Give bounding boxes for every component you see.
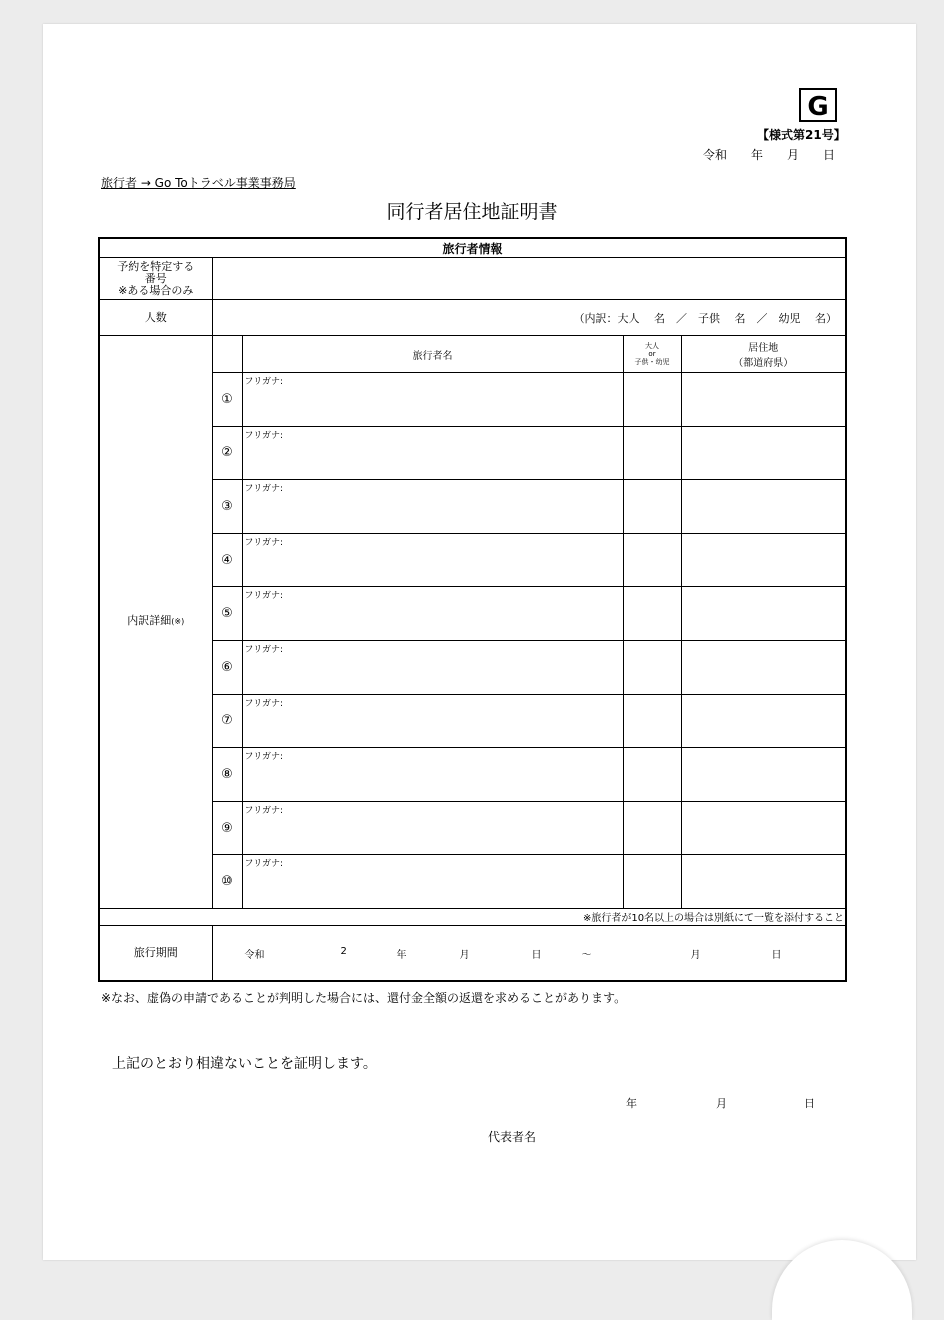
row-number: ① [212,373,242,427]
issue-date-era: 令和 [703,148,728,162]
traveler-name-field[interactable]: フリガナ: [242,426,623,480]
traveler-name-field[interactable]: フリガナ: [242,587,623,641]
traveler-row [99,373,846,427]
traveler-residence-field[interactable] [681,426,846,480]
document-title: 同行者居住地証明書 [386,201,558,223]
traveler-name-field[interactable]: フリガナ: [242,533,623,587]
period-tilde: ～ [581,949,592,961]
travel-period-field[interactable] [212,925,846,981]
traveler-row [99,480,846,534]
traveler-residence-field[interactable] [681,855,846,909]
reservation-number-field[interactable] [212,258,846,300]
certification-statement: 上記のとおり相違ないことを証明します。 [112,1056,377,1072]
traveler-row [99,533,846,587]
sig-year: 年 [626,1097,637,1110]
overflow-note: ※旅行者が10名以上の場合は別紙にて一覧を添付すること [99,908,846,925]
traveler-type-field[interactable] [623,855,681,909]
traveler-name-field[interactable]: フリガナ: [242,801,623,855]
row-number: ③ [212,480,242,534]
traveler-residence-field[interactable] [681,748,846,802]
traveler-row [99,748,846,802]
traveler-type-field[interactable] [623,480,681,534]
traveler-type-field[interactable] [623,587,681,641]
traveler-row [99,587,846,641]
traveler-name-field[interactable]: フリガナ: [242,480,623,534]
row-number: ⑦ [212,694,242,748]
traveler-type-field[interactable] [623,748,681,802]
traveler-type-field[interactable] [623,533,681,587]
col-header-name: 旅行者名 [242,336,623,373]
period-era: 令和 [244,949,265,961]
traveler-residence-field[interactable] [681,373,846,427]
traveler-residence-field[interactable] [681,480,846,534]
traveler-type-field[interactable] [623,426,681,480]
traveler-residence-field[interactable] [681,694,846,748]
count-label: 人数 [99,300,212,336]
row-number: ⑧ [212,748,242,802]
issue-date-day: 日 [823,148,836,162]
traveler-row [99,694,846,748]
period-year: 年 [396,949,407,961]
index-col-header [212,336,242,373]
traveler-type-field[interactable] [623,640,681,694]
detail-label: 内訳詳細(※) [99,336,212,909]
row-number: ⑨ [212,801,242,855]
traveler-name-field[interactable]: フリガナ: [242,855,623,909]
row-number: ④ [212,533,242,587]
traveler-residence-field[interactable] [681,801,846,855]
period-month: 月 [459,949,470,961]
false-claim-warning: ※なお、虚偽の申請であることが判明した場合には、還付金全額の返還を求めることがあります。 [101,991,627,1005]
traveler-residence-field[interactable] [681,640,846,694]
sig-month: 月 [716,1097,727,1110]
count-breakdown-field[interactable]: （内訳：大人 名 ／ 子供 名 ／ 幼児 名） [212,300,846,336]
period-day: 日 [531,949,542,961]
traveler-name-field[interactable]: フリガナ: [242,373,623,427]
col-header-type: 大人 or 子供・幼児 [623,336,681,373]
period-end-day: 日 [771,949,782,961]
issue-date-year: 年 [751,148,764,162]
traveler-type-field[interactable] [623,694,681,748]
submission-route: 旅行者 → Go Toトラベル事業事務局 [101,176,296,190]
traveler-residence-field[interactable] [681,587,846,641]
traveler-name-field[interactable]: フリガナ: [242,640,623,694]
reservation-number-label: 予約を特定する 番号 ※ある場合のみ [99,258,212,300]
traveler-name-field[interactable]: フリガナ: [242,694,623,748]
traveler-info-table [98,237,847,982]
traveler-type-field[interactable] [623,801,681,855]
issue-date-month: 月 [787,148,800,162]
sig-day: 日 [804,1097,815,1110]
traveler-row [99,855,846,909]
col-header-residence: 居住地 （都道府県） [681,336,846,373]
traveler-row [99,640,846,694]
row-number: ② [212,426,242,480]
travel-period-label: 旅行期間 [99,925,212,981]
traveler-row [99,801,846,855]
row-number: ⑥ [212,640,242,694]
form-number: 【様式第21号】 [757,128,846,142]
period-end-month: 月 [690,949,701,961]
traveler-name-field[interactable]: フリガナ: [242,748,623,802]
traveler-residence-field[interactable] [681,533,846,587]
period-year-value: 2 [340,945,347,957]
traveler-row [99,426,846,480]
representative-name-label: 代表者名 [488,1130,537,1144]
section-title: 旅行者情報 [99,238,846,258]
traveler-type-field[interactable] [623,373,681,427]
form-code-letter: G [799,88,837,122]
row-number: ⑤ [212,587,242,641]
row-number: ⑩ [212,855,242,909]
